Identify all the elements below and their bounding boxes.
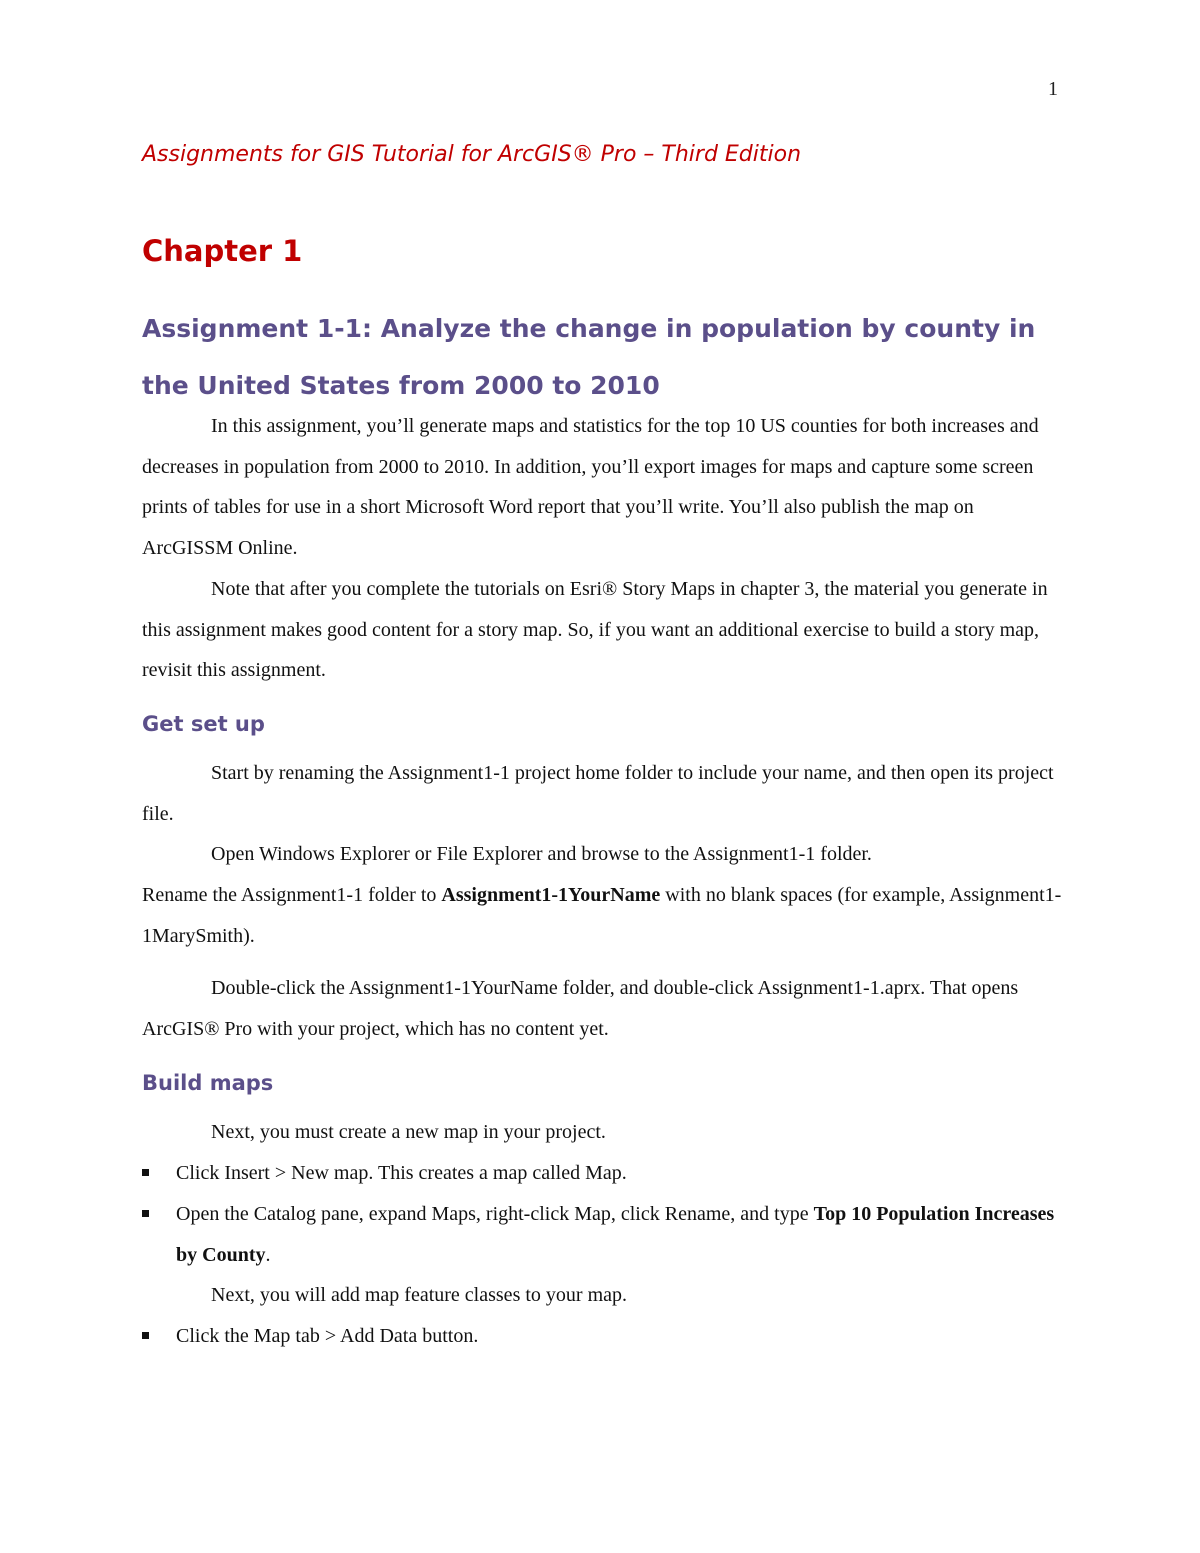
- build-maps-paragraph-2: Next, you will add map feature classes to your map.: [211, 1284, 627, 1306]
- assignment-title: Assignment 1-1: Analyze the change in population by county in the United States from 2000 to 2010: [142, 314, 1036, 400]
- setup-paragraph-3: Double-click the Assignment1-1YourName folder, and double-click Assignment1-1.aprx. That opens ArcGIS® Pro with your project, which has no content yet.: [142, 977, 1019, 1040]
- intro-section: [142, 406, 1067, 691]
- bullet-text-2: [176, 1194, 1067, 1275]
- page-number: 1: [1048, 78, 1058, 100]
- setup-paragraph-3-block: [142, 968, 1067, 1049]
- build-maps-paragraph-1: Next, you must create a new map in your project.: [211, 1121, 606, 1143]
- bullet-text-3: Click the Map tab > Add Data button.: [176, 1325, 479, 1347]
- build-maps-intro: [142, 1112, 1067, 1153]
- intro-paragraph-2: Note that after you complete the tutorials on Esri® Story Maps in chapter 3, the material you generate in this assignment makes good content for a story map. So, if you want an additional exercise to build a story map, revisit this assignment.: [142, 577, 1048, 682]
- rename-folder-name: Assignment1-1YourName: [441, 884, 661, 907]
- setup-paragraph-2-rename: [142, 875, 1067, 956]
- book-title: Assignments for GIS Tutorial for ArcGIS® Pro – Third Edition: [142, 142, 802, 167]
- section-heading-build-maps: Build maps: [142, 1071, 274, 1095]
- bullet-text-1: Click Insert > New map. This creates a map called Map.: [176, 1162, 627, 1184]
- section-heading-get-set-up: Get set up: [142, 712, 265, 736]
- square-bullet-icon: [142, 1332, 149, 1339]
- setup-paragraph-2-line-1: Open Windows Explorer or File Explorer and browse to the Assignment1-1 folder.: [211, 843, 872, 866]
- intro-paragraph-1: In this assignment, you’ll generate maps and statistics for the top 10 US counties for both increases and decreases in population from 2000 to 2010. In addition, you’ll export images for maps and capture some screen prints of tables for use in a short Microsoft Word report that you’ll write. You’ll also publish the map on ArcGISSM Online.: [142, 415, 1039, 560]
- bullet-item-2: [142, 1194, 1067, 1275]
- rename-suffix: with no blank spaces (for example, Assignment1-1MarySmith).: [142, 884, 1062, 947]
- rename-prefix: Rename the Assignment1-1 folder to: [142, 884, 442, 907]
- setup-paragraph-1: Start by renaming the Assignment1-1 project home folder to include your name, and then open its project file.: [142, 762, 1054, 825]
- chapter-title: Chapter 1: [142, 234, 303, 268]
- get-set-up-section: [142, 753, 1067, 957]
- bullet-item-1: [142, 1153, 1067, 1194]
- square-bullet-icon: [142, 1210, 149, 1217]
- bullet-2-prefix: Open the Catalog pane, expand Maps, right-click Map, click Rename, and type: [176, 1203, 814, 1225]
- bullet-2-suffix: .: [265, 1243, 271, 1266]
- build-maps-paragraph-2-block: [142, 1275, 1067, 1316]
- bullet-2-map-name: Top 10 Population Increases by County: [176, 1203, 1055, 1266]
- square-bullet-icon: [142, 1169, 149, 1176]
- bullet-item-3: [142, 1316, 1067, 1357]
